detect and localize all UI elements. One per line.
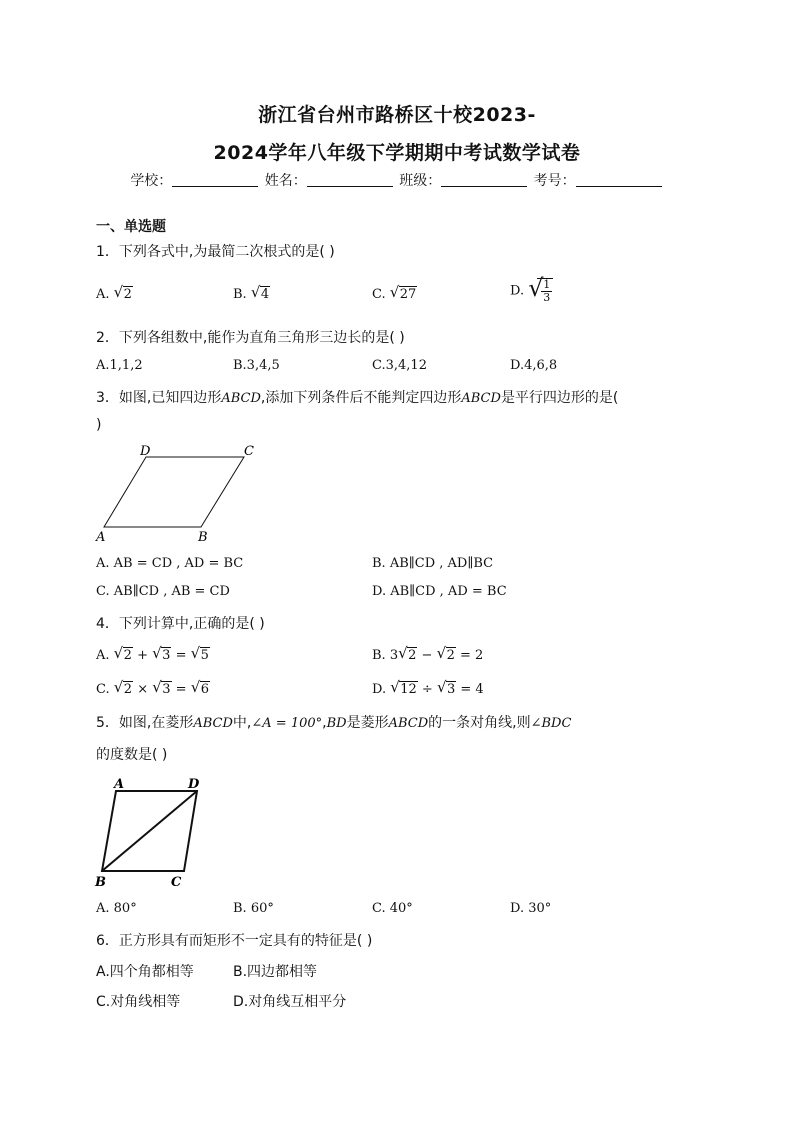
q4-a-radicand2: 3 (162, 648, 171, 663)
q4-b-result: = 2 (460, 648, 484, 663)
q4-c-rad1: √ 2 (113, 678, 133, 697)
q4-b-label: B. (372, 648, 386, 663)
q4-c-radicand3: 6 (200, 682, 209, 697)
q5-stem-part3: 是菱形 (346, 715, 389, 731)
q1-d-numerator: 1 (543, 278, 551, 291)
q1-stem: 1．下列各式中,为最简二次根式的是( ) (96, 244, 335, 260)
q2-option-a: A.1,1,2 (96, 358, 143, 373)
q1-c-radical: √ 27 (389, 283, 417, 302)
q1-b-label: B. (233, 287, 247, 302)
q4-d-radicand1: 12 (400, 682, 417, 697)
q3-parallelogram-figure (94, 441, 264, 545)
q1-c-radicand: 27 (399, 287, 417, 302)
q6-option-a: A.四个角都相等 (96, 964, 194, 980)
class-blank (441, 172, 527, 187)
exam-title-line2: 2024学年八年级下学期期中考试数学试卷 (213, 142, 581, 164)
q4-c-eq: = (175, 682, 187, 697)
q4-c-rad3: √ 6 (190, 678, 209, 697)
q3-parallelogram (104, 457, 244, 527)
name-label: 姓名： (264, 173, 307, 189)
q4-d-radicand2: 3 (446, 682, 456, 697)
q5-stem-angle-a: ∠A = 100° (251, 716, 323, 731)
q4-c-label: C. (96, 682, 110, 697)
q2-option-c: C.3,4,12 (372, 358, 427, 373)
q4-option-b (372, 644, 484, 663)
q5-stem-part2: 中, (232, 715, 252, 731)
q4-c-op: × (137, 682, 149, 697)
q5-option-b: B. 60° (233, 901, 274, 916)
q2-stem: 2．下列各组数中,能作为直角三角形三边长的是( ) (96, 330, 405, 346)
q4-d-rad2: √ 3 (436, 678, 456, 697)
q3-option-a: A. AB = CD , AD = BC (96, 556, 244, 571)
q5-rhombus-figure (92, 770, 212, 890)
q4-option-d (372, 678, 484, 697)
q4-a-op: + (137, 648, 148, 663)
q1-a-radicand: 2 (123, 287, 132, 302)
q2-option-b: B.3,4,5 (233, 358, 280, 373)
name-blank (307, 172, 393, 187)
q1-d-radical: √ $\frac{1}{3}$ (528, 278, 553, 304)
section-heading: 一、单选题 (96, 219, 166, 235)
q1-b-radicand: 4 (260, 287, 270, 302)
q1-option-a (96, 283, 133, 302)
q5-stem-abcd-2: ABCD (388, 716, 429, 731)
exam-number-blank (576, 172, 662, 187)
exam-number-label: 考号： (533, 173, 576, 189)
q1-a-radical: √ 2 (113, 283, 132, 302)
q4-d-result: = 4 (460, 682, 484, 697)
q3-vertex-a: A (96, 530, 106, 545)
school-label: 学校： (130, 173, 173, 189)
q4-d-op: ÷ (421, 682, 433, 697)
exam-title-line1: 浙江省台州市路桥区十校2023- (258, 104, 536, 126)
q5-stem-part1: 5．如图,在菱形 (96, 715, 194, 731)
q4-d-rad1: √ 12 (390, 678, 417, 697)
q4-option-a (96, 644, 210, 663)
q6-stem: 6．正方形具有而矩形不一定具有的特征是( ) (96, 933, 373, 949)
q1-option-d (510, 274, 553, 304)
q4-a-eq: = (175, 648, 187, 663)
q1-option-b (233, 283, 270, 302)
q3-vertex-c: C (244, 444, 254, 459)
q1-c-label: C. (372, 287, 386, 302)
q3-stem-abcd-1: ABCD (221, 391, 261, 406)
q4-a-rad3: √ 5 (190, 644, 209, 663)
q4-a-rad1: √ 2 (113, 644, 132, 663)
q4-b-coef: 3 (389, 648, 399, 663)
q3-option-b: B. AB∥CD , AD∥BC (372, 556, 494, 571)
q3-vertex-b: B (198, 530, 208, 545)
q5-stem-line2: 的度数是( ) (96, 747, 168, 763)
q4-c-rad2: √ 3 (152, 678, 171, 697)
q4-b-radicand2: 2 (446, 648, 455, 663)
q3-stem (96, 387, 618, 407)
q4-option-c (96, 678, 210, 697)
q5-stem-abcd-1: ABCD (193, 716, 233, 731)
student-info-row (0, 170, 794, 190)
q1-a-label: A. (96, 287, 110, 302)
q1-b-radical: √ 4 (250, 283, 270, 302)
class-label: 班级： (399, 173, 442, 189)
q4-b-rad2: √ 2 (436, 644, 455, 663)
q5-vertex-c: C (171, 875, 182, 890)
q5-diagonal-bd (102, 791, 197, 871)
q5-stem-comma: , (322, 715, 327, 731)
q5-vertex-d: D (188, 777, 200, 792)
q4-stem: 4．下列计算中,正确的是( ) (96, 616, 265, 632)
q3-stem-part2: ,添加下列条件后不能判定四边形 (260, 390, 462, 406)
q6-option-c: C.对角线相等 (96, 994, 181, 1010)
q5-vertex-b: B (95, 875, 106, 890)
q4-c-radicand2: 3 (162, 682, 171, 697)
q4-a-rad2: √ 3 (152, 644, 171, 663)
q5-option-c: C. 40° (372, 901, 413, 916)
q4-a-label: A. (96, 648, 110, 663)
q3-vertex-d: D (140, 444, 151, 459)
q3-option-d: D. AB∥CD , AD = BC (372, 584, 507, 599)
q1-option-c (372, 283, 417, 302)
q3-stem-part3: 是平行四边形的是( (500, 390, 619, 406)
q1-d-label: D. (510, 283, 525, 299)
q4-b-rad1: √ 2 (398, 644, 417, 663)
q6-option-d: D.对角线互相平分 (233, 994, 347, 1010)
q1-d-denominator: 3 (543, 291, 551, 304)
q5-option-a: A. 80° (96, 901, 137, 916)
q5-option-d: D. 30° (510, 901, 552, 916)
q4-a-radicand3: 5 (200, 648, 209, 663)
q3-stem-part1: 3．如图,已知四边形 (96, 390, 222, 406)
q3-stem-line2: ) (96, 417, 102, 433)
q3-option-c: C. AB∥CD , AB = CD (96, 584, 230, 599)
q4-b-radicand1: 2 (408, 648, 417, 663)
q4-c-radicand1: 2 (123, 682, 133, 697)
q5-stem-part4: 的一条对角线,则 (428, 715, 531, 731)
q5-stem-bd: BD (326, 716, 347, 731)
q5-vertex-a: A (114, 777, 125, 792)
q2-option-d: D.4,6,8 (510, 358, 558, 373)
q6-option-b: B.四边都相等 (233, 964, 318, 980)
q5-stem-angle-bdc: ∠BDC (530, 716, 572, 731)
q5-stem (96, 712, 571, 732)
q3-stem-abcd-2: ABCD (461, 391, 501, 406)
q4-b-op: − (421, 648, 433, 663)
school-blank (172, 172, 258, 187)
q4-a-radicand1: 2 (123, 648, 132, 663)
q4-d-label: D. (372, 682, 387, 697)
